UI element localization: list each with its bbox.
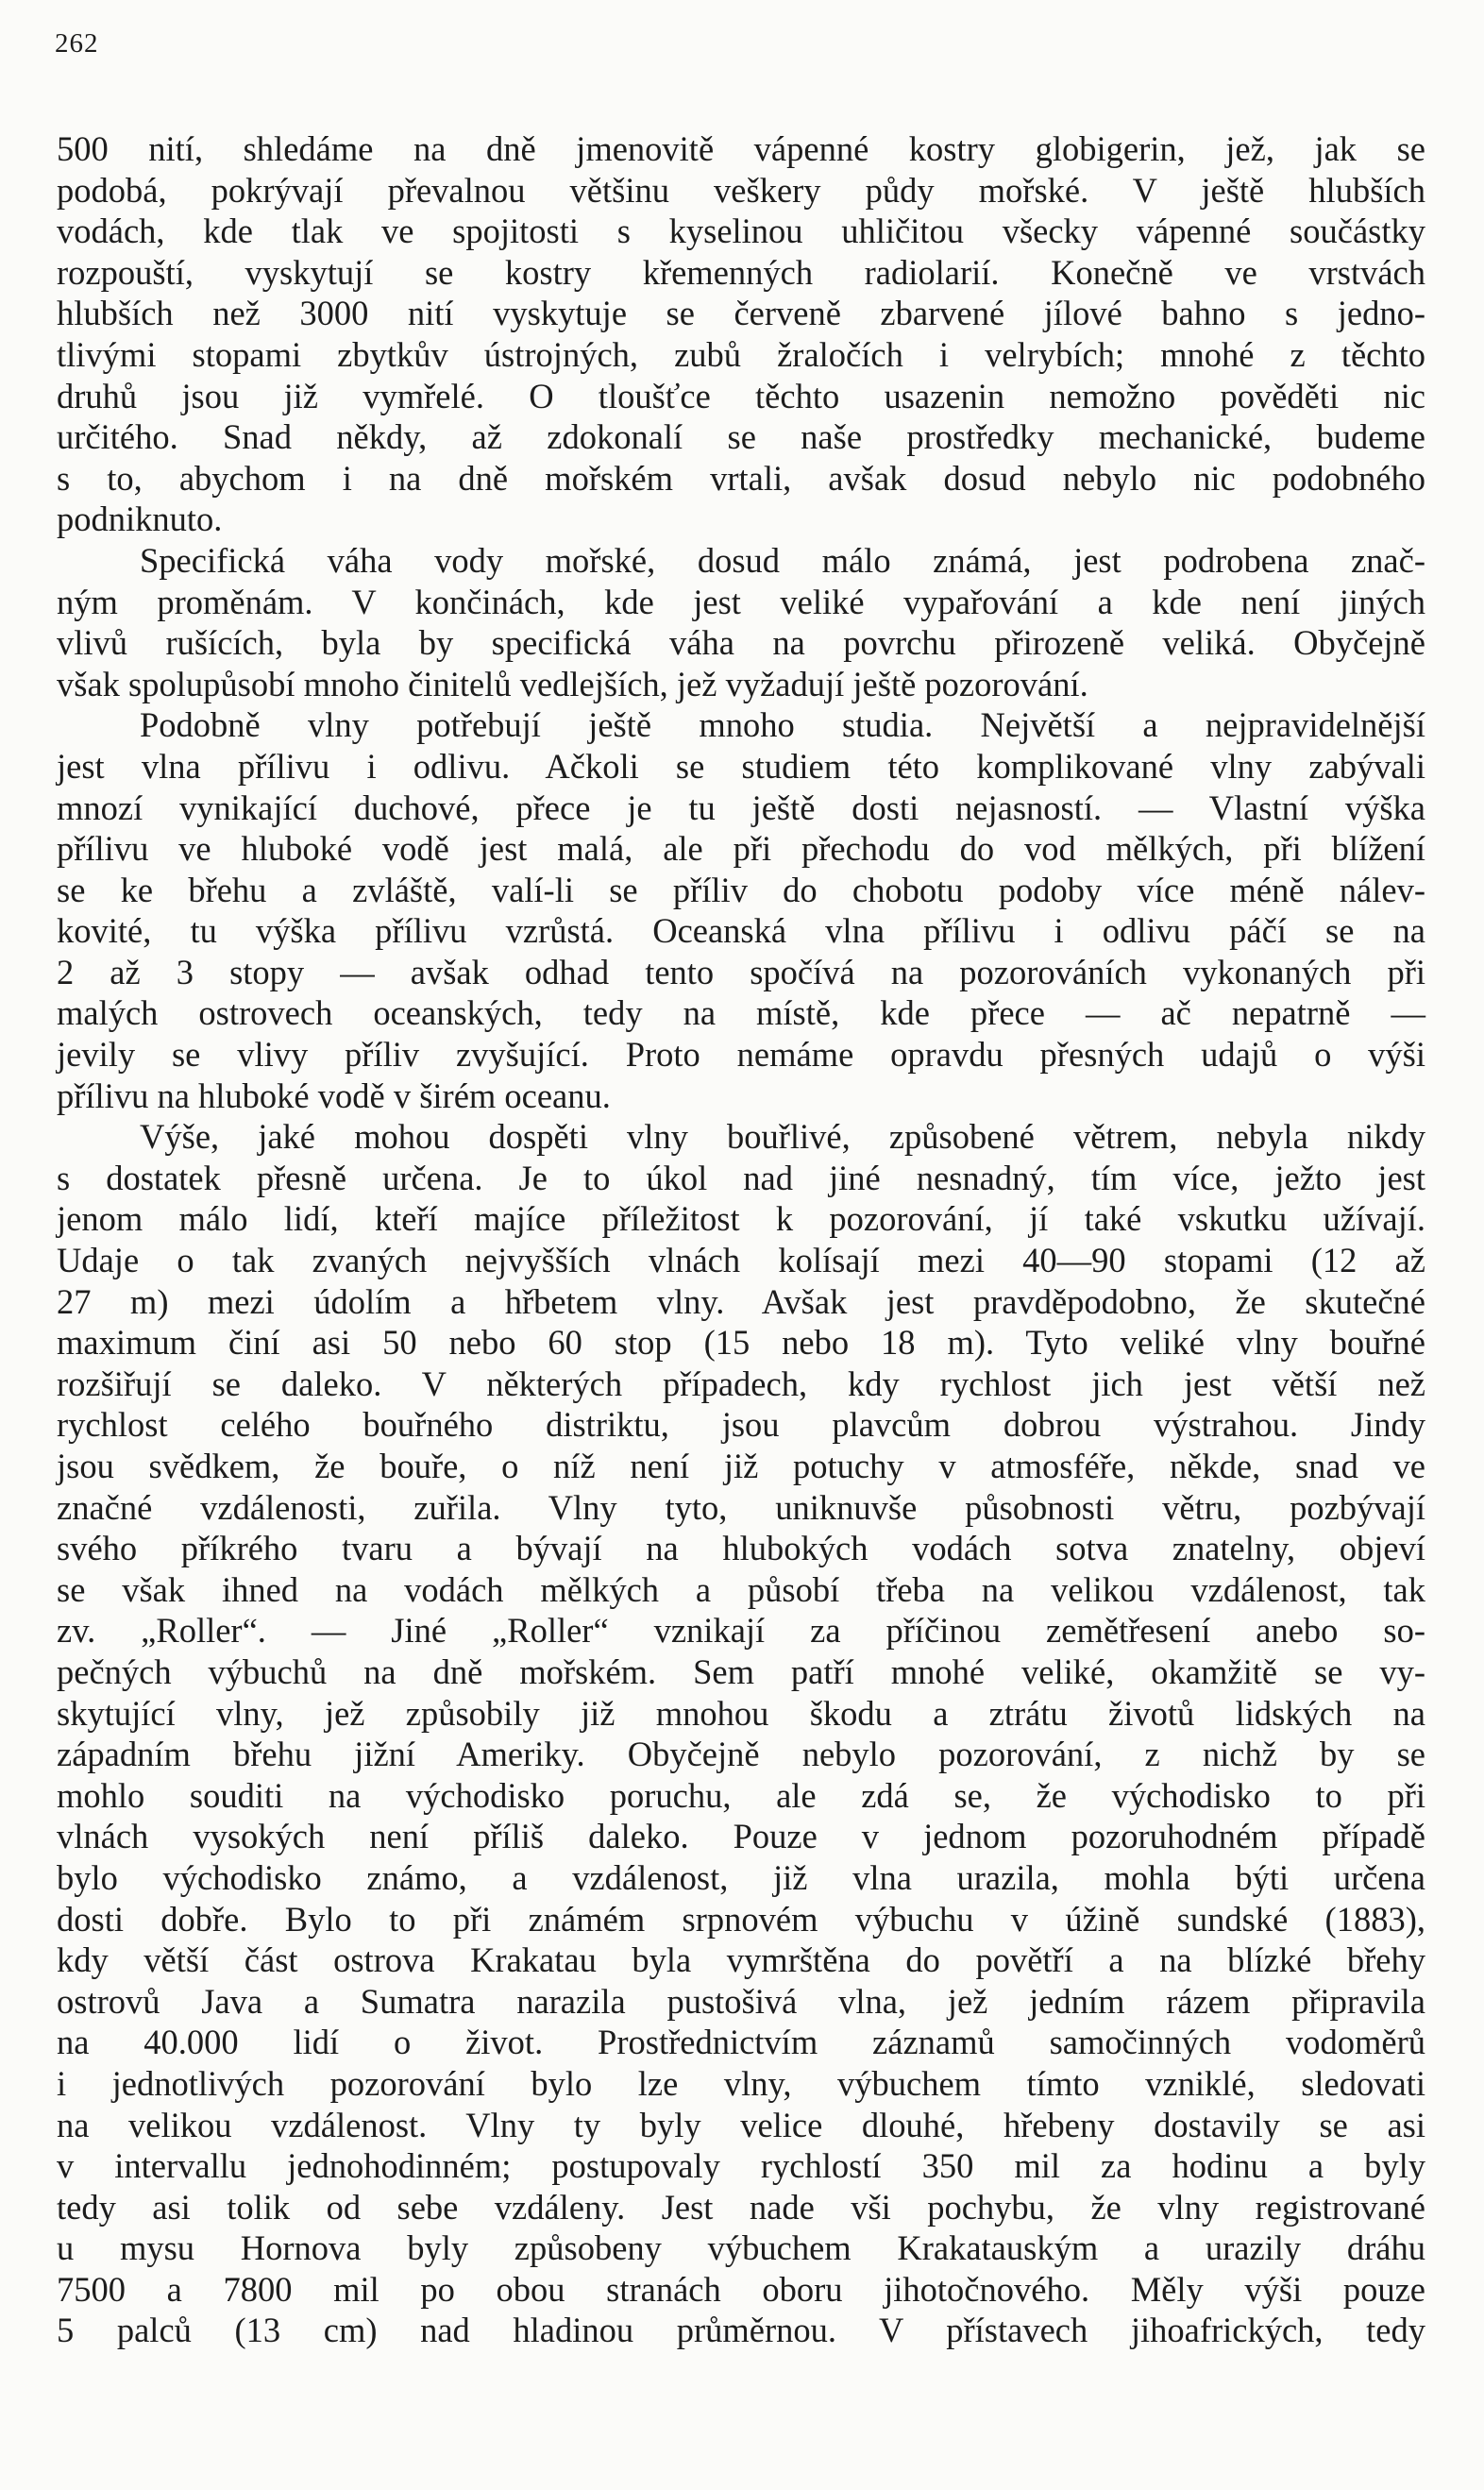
text-line: určitého. Snad někdy, až zdokonalí se naše prostředky mechanické, budeme bbox=[57, 417, 1425, 457]
text-line: rychlost celého bouřného distriktu, jsou plavcům dobrou výstrahou. Jindy bbox=[57, 1405, 1425, 1445]
text-line: kovité, tu výška přílivu vzrůstá. Oceanská vlna přílivu i odlivu páčí se na bbox=[57, 911, 1425, 951]
text-line: jenom málo lidí, kteří majíce příležitost k pozorování, jí také vskutku užívají. bbox=[57, 1199, 1425, 1239]
text-line: druhů jsou již vymřelé. O tloušťce těchto usazenin nemožno pověděti nic bbox=[57, 376, 1425, 415]
text-line: se však ihned na vodách mělkých a působí třeba na velikou vzdálenost, tak bbox=[57, 1569, 1425, 1609]
text-line: tedy asi tolik od sebe vzdáleny. Jest nade vši pochybu, že vlny registrované bbox=[57, 2187, 1425, 2227]
text-line: tlivými stopami zbytkův ústrojných, zubů žraločích i velrybích; mnohé z těchto bbox=[57, 334, 1425, 374]
text-line: u mysu Hornova byly způsobeny výbuchem Krakatauským a urazily dráhu bbox=[57, 2228, 1425, 2268]
text-line: dosti dobře. Bylo to při známém srpnovém výbuchu v úžině sundské (1883), bbox=[57, 1899, 1425, 1939]
text-line: 27 m) mezi údolím a hřbetem vlny. Avšak jest pravděpodobno, že skutečné bbox=[57, 1281, 1425, 1321]
text-line: přílivu na hluboké vodě v širém oceanu. bbox=[57, 1076, 611, 1115]
text-line: vodách, kde tlak ve spojitosti s kyselinou uhličitou všecky vápenné součástky bbox=[57, 212, 1425, 251]
text-line: v intervallu jednohodinném; postupovaly rychlostí 350 mil za hodinu a byly bbox=[57, 2146, 1425, 2186]
text-line: vlnách vysokých není příliš daleko. Pouze v jednom pozoruhodném případě bbox=[57, 1817, 1425, 1856]
text-line: zv. „Roller“. — Jiné „Roller“ vznikají za příčinou zemětřesení anebo so- bbox=[57, 1611, 1425, 1651]
text-line: ným proměnám. V končinách, kde jest veliké vypařování a kde není jiných bbox=[57, 582, 1425, 621]
text-line: i jednotlivých pozorování bylo lze vlny, výbuchem tímto vzniklé, sledovati bbox=[57, 2063, 1425, 2103]
text-line: 2 až 3 stopy — avšak odhad tento spočívá na pozorováních vykonaných při bbox=[57, 952, 1425, 991]
text-line: vlivů rušících, byla by specifická váha na povrchu přirozeně veliká. Obyčejně bbox=[57, 623, 1425, 663]
text-line: Podobně vlny potřebují ještě mnoho studia. Největší a nejpravidelnější bbox=[140, 705, 1425, 745]
page-number: 262 bbox=[55, 28, 99, 59]
text-line: kdy větší část ostrova Krakatau byla vymrštěna do povětří a na blízké břehy bbox=[57, 1940, 1425, 1980]
text-line: mnozí vynikající duchové, přece je tu ještě dosti nejasností. — Vlastní výška bbox=[57, 788, 1425, 827]
text-line: svého příkrého tvaru a bývají na hlubokých vodách sotva znatelny, objeví bbox=[57, 1529, 1425, 1568]
text-line: s dostatek přesně určena. Je to úkol nad jiné nesnadný, tím více, ježto jest bbox=[57, 1158, 1425, 1197]
text-line: jevily se vlivy příliv zvyšující. Proto nemáme opravdu přesných udajů o výši bbox=[57, 1035, 1425, 1075]
text-line: mohlo souditi na východisko poruchu, ale zdá se, že východisko to při bbox=[57, 1775, 1425, 1815]
text-line: západním břehu jižní Ameriky. Obyčejně nebylo pozorování, z nichž by se bbox=[57, 1735, 1425, 1774]
text-line: Udaje o tak zvaných nejvyšších vlnách kolísají mezi 40—90 stopami (12 až bbox=[57, 1241, 1425, 1280]
text-line: bylo východisko známo, a vzdálenost, již vlna urazila, mohla býti určena bbox=[57, 1857, 1425, 1897]
text-line: Specifická váha vody mořské, dosud málo známá, jest podrobena znač- bbox=[140, 540, 1425, 580]
text-line: jsou svědkem, že bouře, o níž není již potuchy v atmosféře, někde, snad ve bbox=[57, 1447, 1425, 1485]
text-line: malých ostrovech oceanských, tedy na místě, kde přece — ač nepatrně — bbox=[57, 993, 1425, 1033]
text-line: Výše, jaké mohou dospěti vlny bouřlivé, způsobené větrem, nebyla nikdy bbox=[140, 1117, 1425, 1157]
text-line: maximum činí asi 50 nebo 60 stop (15 nebo 18 m). Tyto veliké vlny bouřné bbox=[57, 1323, 1425, 1363]
text-line: se ke břehu a zvláště, valí-li se příliv do chobotu podoby více méně nálev- bbox=[57, 870, 1425, 909]
body-text bbox=[57, 128, 1425, 2351]
text-line: skytující vlny, jež způsobily již mnohou škodu a ztrátu životů lidských na bbox=[57, 1693, 1425, 1733]
text-line: však spolupůsobí mnoho činitelů vedlejších, jež vyžadují ještě pozorování. bbox=[57, 664, 1088, 703]
text-line: na velikou vzdálenost. Vlny ty byly velice dlouhé, hřebeny dostavily se asi bbox=[57, 2105, 1425, 2144]
text-line: jest vlna přílivu i odlivu. Ačkoli se studiem této komplikované vlny zabývali bbox=[57, 746, 1425, 786]
text-line: rozšiřují se daleko. V některých případech, kdy rychlost jich jest větší než bbox=[57, 1364, 1425, 1403]
text-line: přílivu ve hluboké vodě jest malá, ale při přechodu do vod mělkých, při blížení bbox=[57, 829, 1425, 869]
text-line: 5 palců (13 cm) nad hladinou průměrnou. V přístavech jihoafrických, tedy bbox=[57, 2311, 1425, 2350]
text-line: podobá, pokrývají převalnou většinu veškery půdy mořské. V ještě hlubších bbox=[57, 170, 1425, 210]
text-line: na 40.000 lidí o život. Prostřednictvím záznamů samočinných vodoměrů bbox=[57, 2023, 1425, 2062]
text-line: podniknuto. bbox=[57, 500, 223, 539]
text-line: 500 nití, shledáme na dně jmenovitě vápenné kostry globigerin, jež, jak se bbox=[57, 129, 1425, 168]
text-line: hlubších než 3000 nití vyskytuje se červeně zbarvené jílové bahno s jedno- bbox=[57, 294, 1425, 333]
text-line: 7500 a 7800 mil po obou stranách oboru jihotočnového. Měly výši pouze bbox=[57, 2269, 1425, 2309]
text-line: pečných výbuchů na dně mořském. Sem patří mnohé veliké, okamžitě se vy- bbox=[57, 1652, 1425, 1691]
text-line: značné vzdálenosti, zuřila. Vlny tyto, uniknuvše působnosti větru, pozbývají bbox=[57, 1487, 1425, 1527]
text-line: rozpouští, vyskytují se kostry křemenných radiolarií. Konečně ve vrstvách bbox=[57, 252, 1425, 292]
text-line: s to, abychom i na dně mořském vrtali, avšak dosud nebylo nic podobného bbox=[57, 458, 1425, 498]
text-line: ostrovů Java a Sumatra narazila pustošivá vlna, jež jedním rázem připravila bbox=[57, 1981, 1425, 2021]
